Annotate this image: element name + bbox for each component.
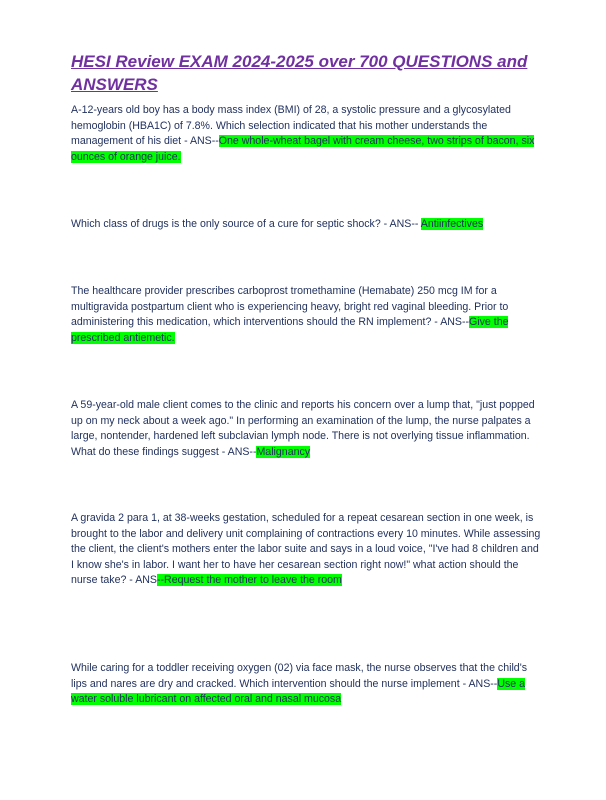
question-text: While caring for a toddler receiving oxygen (02) via face mask, the nurse observes that the child's lips and nares are dry and cracked. Which intervention should the nurse implement - ANS-- <box>71 662 528 690</box>
question-text: The healthcare provider prescribes carboprost tromethamine (Hemabate) 250 mcg IM for a multigravida postpartum client who is experiencing heavy, bright red vaginal bleeding. Prior to administering this medication, which interventions should the RN implement? - ANS-- <box>71 285 509 328</box>
question-text: Which class of drugs is the only source of a cure for septic shock? - ANS-- <box>71 218 421 230</box>
qa-item <box>71 511 541 589</box>
qa-item <box>71 217 541 233</box>
answer-highlight: --Request the mother to leave the room <box>156 574 342 586</box>
qa-item <box>71 398 541 460</box>
qa-item <box>71 103 541 165</box>
answer-highlight: Give the prescribed antiemetic. <box>71 316 509 344</box>
answer-highlight: One whole-wheat bagel with cream cheese, two strips of bacon, six ounces of orange juice. <box>71 135 535 163</box>
answer-highlight: Use a water soluble lubricant on affected oral and nasal mucosa <box>71 677 525 705</box>
answer-highlight: Malignancy <box>256 445 311 458</box>
question-text: A gravida 2 para 1, at 38-weeks gestation, scheduled for a repeat cesarean section in one week, is brought to the labor and delivery unit complaining of contractions every 10 minutes. While assessing the client, the client's mothers enter the labor suite and says in a loud voice, "I've had 8 children and I know she's in labor. I want her to have her cesarean section right now!" what action should the nurse take? - ANS <box>71 512 541 586</box>
question-text: A-12-years old boy has a body mass index (BMI) of 28, a systolic pressure and a glycosylated hemoglobin (HBA1C) of 7.8%. Which selection indicated that his mother understands the management of his diet - ANS-- <box>71 104 511 147</box>
qa-item <box>71 661 541 708</box>
page-title: HESI Review EXAM 2024-2025 over 700 QUESTIONS and ANSWERS <box>71 52 528 94</box>
qa-item <box>71 284 541 346</box>
question-text: A 59-year-old male client comes to the clinic and reports his concern over a lump that, "just popped up on my neck about a week ago." In performing an examination of the lump, the nurse palpates a large, nontender, hardened left subclavian lymph node. There is not overlying tissue inflammation. What do these findings suggest - ANS-- <box>71 399 535 458</box>
answer-highlight: Antiinfectives <box>420 218 484 230</box>
